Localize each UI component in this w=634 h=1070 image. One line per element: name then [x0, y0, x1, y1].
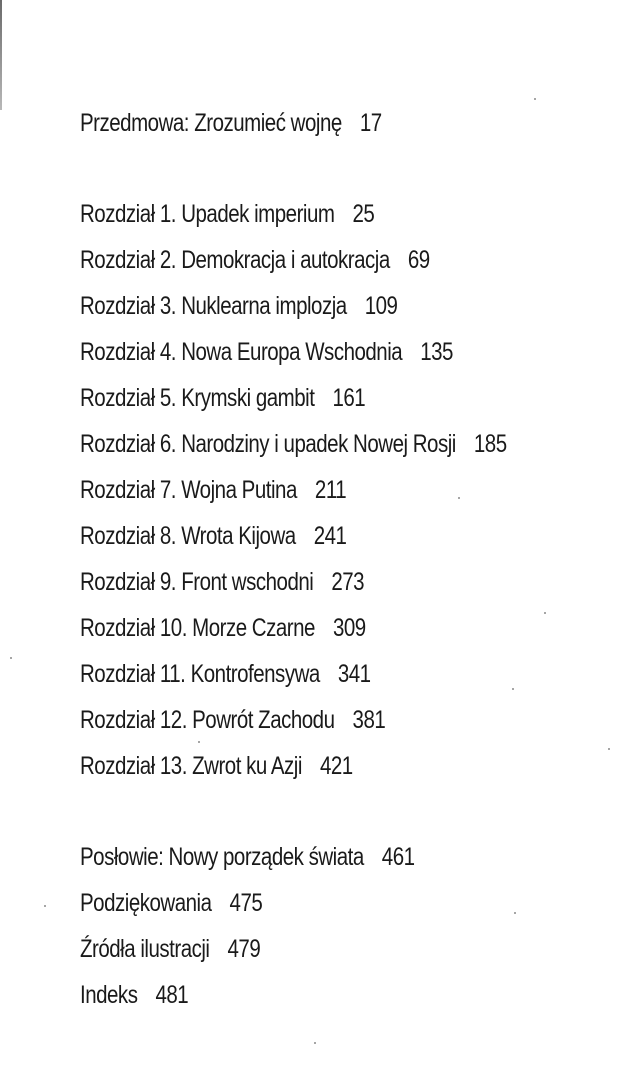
toc-entry-title: Rozdział 12. Powrót Zachodu	[80, 706, 335, 734]
toc-back-matter	[80, 834, 620, 1018]
toc-entry-page-number: 211	[314, 476, 347, 504]
scan-speck	[10, 657, 12, 659]
toc-entry-title: Rozdział 1. Upadek imperium	[80, 200, 335, 228]
toc-entry-page-number: 381	[352, 706, 386, 734]
toc-entry	[80, 191, 523, 237]
toc-entry-page-number: 109	[364, 292, 398, 320]
toc-entry-page-number: 25	[352, 200, 375, 228]
toc-entry	[80, 559, 523, 605]
scan-speck	[512, 688, 514, 690]
toc-entry	[80, 743, 523, 789]
toc-entry-title: Indeks	[80, 981, 138, 1009]
toc-entry	[80, 605, 523, 651]
toc-entry-page-number: 69	[407, 246, 430, 274]
toc-entry-title: Rozdział 9. Front wschodni	[80, 568, 314, 596]
toc-entry-title: Rozdział 6. Narodziny i upadek Nowej Rosji	[80, 430, 456, 458]
toc-entry-page-number: 185	[473, 430, 507, 458]
toc-entry	[80, 880, 523, 926]
toc-entry	[80, 100, 523, 146]
toc-entry	[80, 237, 523, 283]
scan-speck	[534, 98, 536, 100]
scan-speck	[544, 612, 546, 614]
scan-speck	[44, 905, 46, 907]
toc-entry-title: Rozdział 2. Demokracja i autokracja	[80, 246, 390, 274]
table-of-contents	[80, 100, 620, 1018]
toc-entry-title: Rozdział 3. Nuklearna implozja	[80, 292, 347, 320]
scan-speck	[514, 912, 516, 914]
toc-entry	[80, 926, 523, 972]
toc-entry	[80, 697, 523, 743]
toc-entry	[80, 283, 523, 329]
toc-front-matter	[80, 100, 620, 146]
toc-entry-title: Posłowie: Nowy porządek świata	[80, 843, 364, 871]
toc-entry	[80, 467, 523, 513]
toc-entry	[80, 834, 523, 880]
toc-entry-page-number: 341	[337, 660, 371, 688]
toc-entry-page-number: 421	[319, 752, 353, 780]
toc-entry-title: Rozdział 11. Kontrofensywa	[80, 660, 320, 688]
toc-entry-page-number: 17	[359, 109, 382, 137]
toc-entry-page-number: 135	[420, 338, 453, 366]
toc-entry-title: Podziękowania	[80, 889, 212, 917]
toc-entry-page-number: 309	[332, 614, 366, 642]
toc-entry-page-number: 461	[381, 843, 415, 871]
toc-entry	[80, 513, 523, 559]
toc-entry	[80, 651, 523, 697]
toc-entry	[80, 375, 523, 421]
toc-entry-page-number: 475	[229, 889, 263, 917]
toc-entry-title: Rozdział 8. Wrota Kijowa	[80, 522, 296, 550]
toc-entry-title: Rozdział 13. Zwrot ku Azji	[80, 752, 302, 780]
page-edge-shadow	[0, 0, 2, 110]
toc-entry-page-number: 273	[331, 568, 365, 596]
toc-entry-title: Rozdział 7. Wojna Putina	[80, 476, 297, 504]
scan-speck	[314, 1042, 316, 1044]
scan-speck	[608, 748, 610, 750]
toc-entry-title: Rozdział 10. Morze Czarne	[80, 614, 315, 642]
toc-chapters	[80, 191, 620, 789]
toc-entry-title: Przedmowa: Zrozumieć wojnę	[80, 109, 342, 137]
toc-entry	[80, 421, 523, 467]
scan-speck	[458, 497, 460, 499]
toc-entry-title: Rozdział 5. Krymski gambit	[80, 384, 315, 412]
toc-entry-page-number: 479	[227, 935, 261, 963]
scan-speck	[198, 741, 200, 743]
toc-entry-page-number: 161	[332, 384, 366, 412]
toc-entry-title: Rozdział 4. Nowa Europa Wschodnia	[80, 338, 403, 366]
toc-entry-title: Źródła ilustracji	[80, 935, 210, 963]
toc-entry-page-number: 481	[155, 981, 189, 1009]
toc-entry	[80, 972, 523, 1018]
toc-entry	[80, 329, 523, 375]
toc-entry-page-number: 241	[313, 522, 347, 550]
